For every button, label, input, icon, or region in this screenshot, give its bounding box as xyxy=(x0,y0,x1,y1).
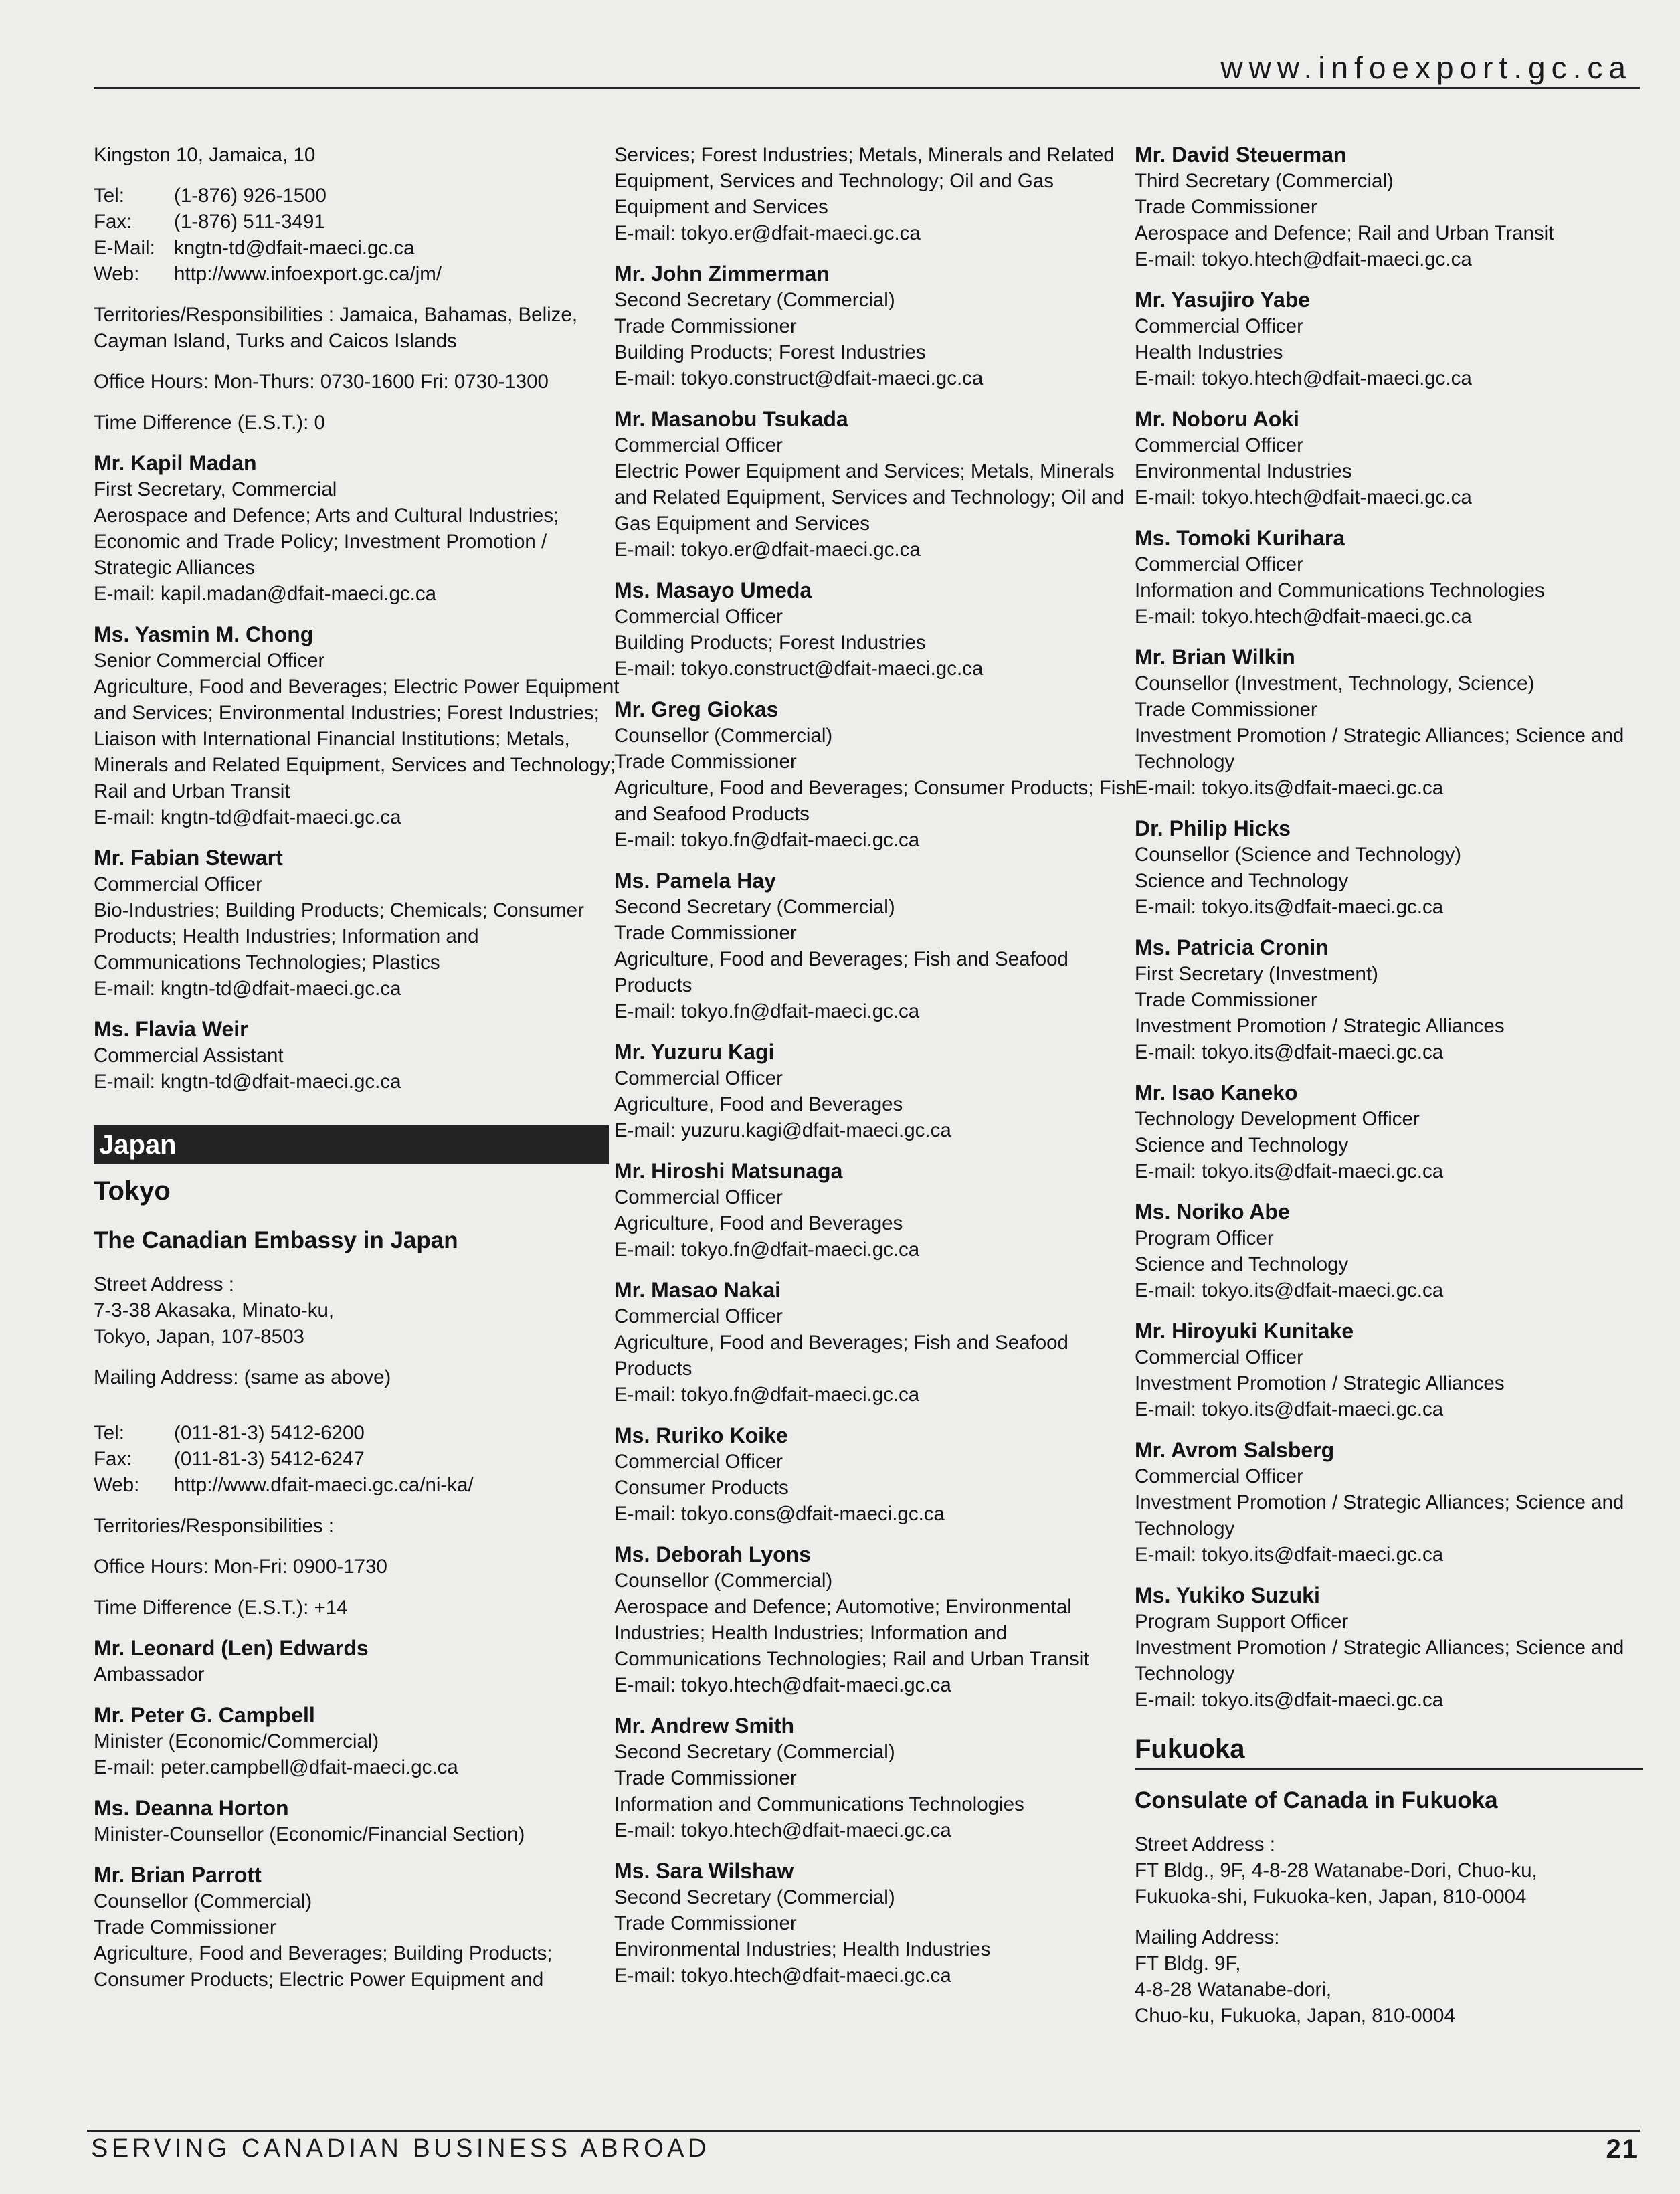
contact-detail: Technology xyxy=(1135,751,1235,773)
contact-entry xyxy=(1135,142,1643,272)
contact-email: E-mail: tokyo.its@dfait-maeci.gc.ca xyxy=(1135,1398,1444,1421)
contact-entry xyxy=(1135,935,1643,1065)
contact-name: Ms. Ruriko Koike xyxy=(614,1423,788,1447)
email-label: E-Mail: xyxy=(94,237,155,259)
contact-name: Mr. Brian Wilkin xyxy=(1135,645,1295,669)
contact-entry xyxy=(94,1635,609,1687)
fax-value: (1-876) 511-3491 xyxy=(174,211,325,233)
site-url: www.infoexport.gc.ca xyxy=(1220,50,1632,85)
contact-detail: Trade Commissioner xyxy=(1135,196,1317,218)
header-rule xyxy=(94,87,1640,89)
tel-row xyxy=(94,183,609,209)
contact-email: E-mail: tokyo.htech@dfait-maeci.gc.ca xyxy=(1135,248,1472,270)
fax-value: (011-81-3) 5412-6247 xyxy=(174,1448,365,1470)
contact-entry xyxy=(614,1423,1126,1527)
contact-entry xyxy=(1135,1582,1643,1713)
contact-detail: Second Secretary (Commercial) xyxy=(614,289,895,311)
contact-detail: Commercial Officer xyxy=(1135,1346,1303,1368)
continuation-line: E-mail: tokyo.er@dfait-maeci.gc.ca xyxy=(614,222,921,244)
contact-detail: Commercial Officer xyxy=(614,1451,783,1473)
fax-row xyxy=(94,1446,609,1472)
contact-email: E-mail: kapil.madan@dfait-maeci.gc.ca xyxy=(94,583,436,605)
contact-detail: Ambassador xyxy=(94,1663,205,1685)
page-number: 21 xyxy=(1606,2134,1639,2164)
contact-detail: Environmental Industries xyxy=(1135,460,1352,482)
contact-detail: Aerospace and Defence; Rail and Urban Transit xyxy=(1135,222,1554,244)
contact-email: E-mail: tokyo.htech@dfait-maeci.gc.ca xyxy=(614,1819,951,1841)
contact-detail: Strategic Alliances xyxy=(94,557,256,579)
mailing-line: FT Bldg. 9F, xyxy=(1135,1952,1241,1975)
contact-email: E-mail: tokyo.htech@dfait-maeci.gc.ca xyxy=(614,1964,951,1987)
time-difference: Time Difference (E.S.T.): +14 xyxy=(94,1596,348,1619)
tel-value: (1-876) 926-1500 xyxy=(174,185,326,207)
fax-label: Fax: xyxy=(94,211,132,233)
street-line: 7-3-38 Akasaka, Minato-ku, xyxy=(94,1299,335,1321)
street-label: Street Address : xyxy=(94,1273,234,1295)
footer-rule xyxy=(87,2130,1640,2132)
contact-email: E-mail: tokyo.fn@dfait-maeci.gc.ca xyxy=(614,1384,920,1406)
contact-detail: Consumer Products; Electric Power Equipment and xyxy=(94,1969,544,1991)
contact-detail: Science and Technology xyxy=(1135,870,1349,892)
web-row xyxy=(94,261,609,287)
continuation-line: Services; Forest Industries; Metals, Minerals and Related xyxy=(614,144,1115,166)
contact-detail: Products; Health Industries; Information and xyxy=(94,925,479,947)
contact-email: E-mail: tokyo.its@dfait-maeci.gc.ca xyxy=(1135,1544,1444,1566)
contact-email: E-mail: tokyo.cons@dfait-maeci.gc.ca xyxy=(614,1503,945,1525)
contact-email: E-mail: yuzuru.kagi@dfait-maeci.gc.ca xyxy=(614,1119,951,1141)
contact-list xyxy=(94,450,620,1095)
tel-row xyxy=(94,1420,609,1446)
contact-name: Mr. Kapil Madan xyxy=(94,451,257,475)
contact-email: E-mail: tokyo.its@dfait-maeci.gc.ca xyxy=(1135,777,1444,799)
contact-entry xyxy=(614,1277,1126,1408)
contact-detail: Trade Commissioner xyxy=(614,922,797,944)
city-heading: Tokyo xyxy=(94,1176,171,1206)
time-difference: Time Difference (E.S.T.): 0 xyxy=(94,412,325,434)
contact-detail: Investment Promotion / Strategic Alliances; Science and xyxy=(1135,725,1624,747)
office-hours: Office Hours: Mon-Thurs: 0730-1600 Fri: 0730-1300 xyxy=(94,371,549,393)
contact-detail: Third Secretary (Commercial) xyxy=(1135,170,1394,192)
contact-detail: Products xyxy=(614,1358,692,1380)
web-value: http://www.infoexport.gc.ca/jm/ xyxy=(174,263,442,285)
contact-entry xyxy=(614,1039,1126,1144)
contact-detail: Consumer Products xyxy=(614,1477,789,1499)
contact-name: Ms. Patricia Cronin xyxy=(1135,935,1329,959)
continuation-line: Equipment, Services and Technology; Oil and Gas xyxy=(614,170,1054,192)
email-row xyxy=(94,235,609,261)
fax-label: Fax: xyxy=(94,1448,132,1470)
contact-detail: Communications Technologies; Plastics xyxy=(94,951,440,974)
contact-entry xyxy=(614,697,1137,853)
contact-entry xyxy=(1135,525,1643,630)
contact-name: Mr. Masanobu Tsukada xyxy=(614,407,848,431)
contact-entry xyxy=(94,450,609,607)
contact-entry xyxy=(614,261,1126,391)
contact-name: Mr. Peter G. Campbell xyxy=(94,1703,315,1727)
contact-detail: Investment Promotion / Strategic Alliances; Science and xyxy=(1135,1637,1624,1659)
address-line: Kingston 10, Jamaica, 10 xyxy=(94,144,316,166)
continuation-line: Equipment and Services xyxy=(614,196,828,218)
web-row xyxy=(94,1472,609,1498)
email-value: kngtn-td@dfait-maeci.gc.ca xyxy=(174,237,415,259)
contact-entry xyxy=(1135,1080,1643,1184)
contact-detail: Commercial Officer xyxy=(614,1186,783,1208)
contact-detail: Program Officer xyxy=(1135,1227,1274,1249)
contact-detail: Commercial Officer xyxy=(1135,434,1303,456)
contact-name: Mr. Hiroshi Matsunaga xyxy=(614,1159,843,1183)
contact-name: Ms. Pamela Hay xyxy=(614,869,776,893)
contact-entry xyxy=(614,577,1126,682)
contact-name: Ms. Yasmin M. Chong xyxy=(94,622,314,646)
contact-name: Mr. John Zimmerman xyxy=(614,262,830,286)
territories-line: Territories/Responsibilities : xyxy=(94,1515,335,1537)
contact-detail: Information and Communications Technologies xyxy=(614,1793,1024,1815)
contact-detail: Agriculture, Food and Beverages; Consumer Products; Fish xyxy=(614,777,1137,799)
contact-email: E-mail: tokyo.its@dfait-maeci.gc.ca xyxy=(1135,1160,1444,1182)
contact-detail: Investment Promotion / Strategic Alliances xyxy=(1135,1372,1505,1394)
column-3 xyxy=(1135,142,1643,2029)
contact-detail: Commercial Officer xyxy=(94,873,262,895)
contact-name: Mr. Isao Kaneko xyxy=(1135,1081,1298,1105)
contact-detail: Liaison with International Financial Institutions; Metals, xyxy=(94,728,570,750)
contact-entry xyxy=(614,868,1126,1024)
contact-detail: Trade Commissioner xyxy=(1135,699,1317,721)
tel-label: Tel: xyxy=(94,185,124,207)
contact-detail: Technology xyxy=(1135,1518,1235,1540)
contact-detail: Industries; Health Industries; Information and xyxy=(614,1622,1008,1644)
contact-detail: Rail and Urban Transit xyxy=(94,780,290,802)
contact-detail: Commercial Officer xyxy=(614,1305,783,1328)
contact-list xyxy=(614,261,1137,1989)
contact-entry xyxy=(614,1158,1126,1263)
contact-detail: Aerospace and Defence; Arts and Cultural Industries; xyxy=(94,505,559,527)
country-heading: Japan xyxy=(94,1125,609,1164)
contact-entry xyxy=(614,406,1126,563)
column-1 xyxy=(94,142,620,1993)
street-line: FT Bldg., 9F, 4-8-28 Watanabe-Dori, Chuo-ku, xyxy=(1135,1859,1537,1882)
contact-name: Mr. Andrew Smith xyxy=(614,1714,795,1738)
contact-name: Ms. Sara Wilshaw xyxy=(614,1859,794,1883)
contact-name: Ms. Flavia Weir xyxy=(94,1017,248,1041)
contact-detail: Minerals and Related Equipment, Services and Technology; xyxy=(94,754,616,776)
contact-detail: Communications Technologies; Rail and Urban Transit xyxy=(614,1648,1089,1670)
office-hours: Office Hours: Mon-Fri: 0900-1730 xyxy=(94,1556,387,1578)
contact-detail: Aerospace and Defence; Automotive; Environmental xyxy=(614,1596,1072,1618)
contact-entry xyxy=(94,1795,609,1847)
contact-detail: and Services; Environmental Industries; Forest Industries; xyxy=(94,702,599,724)
contact-detail: Investment Promotion / Strategic Alliances xyxy=(1135,1015,1505,1037)
contact-name: Ms. Masayo Umeda xyxy=(614,578,812,602)
contact-detail: Agriculture, Food and Beverages; Fish and Seafood xyxy=(614,1332,1068,1354)
contact-detail: Bio-Industries; Building Products; Chemicals; Consumer xyxy=(94,899,584,921)
contact-entry xyxy=(94,1702,609,1780)
contact-detail: Agriculture, Food and Beverages xyxy=(614,1212,903,1235)
contact-entry xyxy=(614,1858,1126,1989)
contact-detail: Science and Technology xyxy=(1135,1253,1349,1275)
contact-detail: Counsellor (Investment, Technology, Science) xyxy=(1135,672,1535,695)
territories-line: Cayman Island, Turks and Caicos Islands xyxy=(94,330,457,352)
footer-tagline: SERVING CANADIAN BUSINESS ABROAD xyxy=(91,2134,710,2163)
contact-detail: Trade Commissioner xyxy=(614,751,797,773)
street-line: Tokyo, Japan, 107-8503 xyxy=(94,1325,304,1348)
contact-detail: Building Products; Forest Industries xyxy=(614,341,926,363)
contact-detail: Program Support Officer xyxy=(1135,1611,1349,1633)
contact-email: E-mail: tokyo.er@dfait-maeci.gc.ca xyxy=(614,539,921,561)
contact-name: Dr. Philip Hicks xyxy=(1135,816,1291,840)
contact-entry xyxy=(94,1016,609,1095)
office-title: Consulate of Canada in Fukuoka xyxy=(1135,1787,1498,1813)
contact-detail: Commercial Officer xyxy=(1135,315,1303,337)
contact-detail: Second Secretary (Commercial) xyxy=(614,896,895,918)
contact-detail: Commercial Officer xyxy=(614,606,783,628)
web-label: Web: xyxy=(94,263,140,285)
contact-detail: Agriculture, Food and Beverages; Electric Power Equipment xyxy=(94,676,620,698)
contact-detail: Counsellor (Science and Technology) xyxy=(1135,844,1462,866)
contact-email: E-mail: tokyo.its@dfait-maeci.gc.ca xyxy=(1135,1689,1444,1711)
contact-detail: Commercial Officer xyxy=(1135,553,1303,575)
contact-detail: Technology Development Officer xyxy=(1135,1108,1420,1130)
contact-name: Mr. Yasujiro Yabe xyxy=(1135,288,1311,312)
contact-entry xyxy=(1135,816,1643,920)
contact-detail: Science and Technology xyxy=(1135,1134,1349,1156)
contact-name: Ms. Tomoki Kurihara xyxy=(1135,526,1345,550)
contact-detail: Electric Power Equipment and Services; Metals, Minerals xyxy=(614,460,1115,482)
contact-entry xyxy=(94,845,609,1002)
contact-email: E-mail: tokyo.fn@dfait-maeci.gc.ca xyxy=(614,1239,920,1261)
contact-name: Mr. Avrom Salsberg xyxy=(1135,1438,1335,1462)
tel-value: (011-81-3) 5412-6200 xyxy=(174,1422,365,1444)
contact-list xyxy=(94,1635,609,1993)
contact-detail: Economic and Trade Policy; Investment Promotion / xyxy=(94,531,547,553)
tel-label: Tel: xyxy=(94,1422,124,1444)
contact-detail: Agriculture, Food and Beverages; Fish and Seafood xyxy=(614,948,1068,970)
mailing-line: Chuo-ku, Fukuoka, Japan, 810-0004 xyxy=(1135,2005,1455,2027)
contact-detail: and Related Equipment, Services and Technology; Oil and xyxy=(614,486,1125,509)
contact-name: Mr. Leonard (Len) Edwards xyxy=(94,1636,369,1660)
contact-entry xyxy=(1135,1199,1643,1303)
contact-email: E-mail: tokyo.fn@dfait-maeci.gc.ca xyxy=(614,829,920,851)
contact-email: E-mail: tokyo.its@dfait-maeci.gc.ca xyxy=(1135,1041,1444,1063)
contact-email: E-mail: tokyo.htech@dfait-maeci.gc.ca xyxy=(1135,486,1472,509)
contact-name: Mr. Fabian Stewart xyxy=(94,846,283,870)
contact-detail: Second Secretary (Commercial) xyxy=(614,1886,895,1908)
contact-name: Ms. Deanna Horton xyxy=(94,1796,289,1820)
contact-email: E-mail: tokyo.construct@dfait-maeci.gc.ca xyxy=(614,367,984,389)
contact-detail: Products xyxy=(614,974,692,996)
contact-detail: Senior Commercial Officer xyxy=(94,650,325,672)
contact-name: Ms. Noriko Abe xyxy=(1135,1200,1290,1224)
contact-entry xyxy=(1135,644,1643,801)
contact-detail: Environmental Industries; Health Industries xyxy=(614,1938,991,1960)
contact-name: Ms. Deborah Lyons xyxy=(614,1542,811,1566)
contact-entry xyxy=(94,622,620,830)
contact-email: E-mail: tokyo.its@dfait-maeci.gc.ca xyxy=(1135,1279,1444,1301)
contact-entry xyxy=(1135,1437,1643,1568)
contact-email: E-mail: kngtn-td@dfait-maeci.gc.ca xyxy=(94,1071,401,1093)
contact-detail: Commercial Officer xyxy=(1135,1465,1303,1487)
contact-entry xyxy=(1135,406,1643,511)
contact-email: E-mail: kngtn-td@dfait-maeci.gc.ca xyxy=(94,978,401,1000)
contact-detail: Gas Equipment and Services xyxy=(614,513,870,535)
contact-email: E-mail: tokyo.construct@dfait-maeci.gc.ca xyxy=(614,658,984,680)
contact-detail: Counsellor (Commercial) xyxy=(94,1890,312,1912)
contact-email: E-mail: tokyo.htech@dfait-maeci.gc.ca xyxy=(1135,606,1472,628)
contact-email: E-mail: tokyo.fn@dfait-maeci.gc.ca xyxy=(614,1000,920,1022)
contact-email: E-mail: tokyo.htech@dfait-maeci.gc.ca xyxy=(1135,367,1472,389)
contact-name: Mr. Noboru Aoki xyxy=(1135,407,1299,431)
contact-detail: Counsellor (Commercial) xyxy=(614,725,833,747)
contact-detail: Trade Commissioner xyxy=(614,1912,797,1934)
contact-email: E-mail: tokyo.htech@dfait-maeci.gc.ca xyxy=(614,1674,951,1696)
contact-entry xyxy=(614,1713,1126,1843)
contact-entry xyxy=(1135,1318,1643,1423)
mailing-line: 4-8-28 Watanabe-dori, xyxy=(1135,1979,1332,2001)
contact-entry xyxy=(614,1542,1126,1698)
contact-email: E-mail: tokyo.its@dfait-maeci.gc.ca xyxy=(1135,896,1444,918)
city-heading: Fukuoka xyxy=(1135,1730,1643,1770)
contact-detail: Health Industries xyxy=(1135,341,1283,363)
contact-detail: Commercial Assistant xyxy=(94,1044,284,1067)
web-value: http://www.dfait-maeci.gc.ca/ni-ka/ xyxy=(174,1474,474,1496)
contact-detail: Trade Commissioner xyxy=(94,1916,276,1938)
contact-name: Mr. Hiroyuki Kunitake xyxy=(1135,1319,1354,1343)
contact-detail: Second Secretary (Commercial) xyxy=(614,1741,895,1763)
mailing-address: Mailing Address: (same as above) xyxy=(94,1366,391,1388)
mailing-label: Mailing Address: xyxy=(1135,1926,1280,1948)
contact-entry xyxy=(1135,287,1643,391)
contact-name: Ms. Yukiko Suzuki xyxy=(1135,1583,1320,1607)
contact-entry xyxy=(94,1862,609,1993)
contact-email: E-mail: kngtn-td@dfait-maeci.gc.ca xyxy=(94,806,401,828)
contact-detail: Investment Promotion / Strategic Alliances; Science and xyxy=(1135,1491,1624,1514)
contact-detail: Building Products; Forest Industries xyxy=(614,632,926,654)
contact-detail: Trade Commissioner xyxy=(1135,989,1317,1011)
fax-row xyxy=(94,209,609,235)
contact-detail: First Secretary (Investment) xyxy=(1135,963,1378,985)
contact-name: Mr. Yuzuru Kagi xyxy=(614,1040,775,1064)
contact-detail: Commercial Officer xyxy=(614,434,783,456)
contact-name: Mr. Masao Nakai xyxy=(614,1278,781,1302)
contact-detail: Information and Communications Technologies xyxy=(1135,579,1545,602)
contact-name: Mr. Greg Giokas xyxy=(614,697,779,721)
contact-name: Mr. David Steuerman xyxy=(1135,143,1347,167)
contact-detail: Agriculture, Food and Beverages xyxy=(614,1093,903,1115)
contact-detail: and Seafood Products xyxy=(614,803,810,825)
contact-detail: Agriculture, Food and Beverages; Building Products; xyxy=(94,1942,553,1964)
web-label: Web: xyxy=(94,1474,140,1496)
contact-email: E-mail: peter.campbell@dfait-maeci.gc.ca xyxy=(94,1756,458,1778)
contact-detail: First Secretary, Commercial xyxy=(94,478,337,500)
column-2 xyxy=(614,142,1137,1989)
street-label: Street Address : xyxy=(1135,1833,1275,1855)
contact-detail: Counsellor (Commercial) xyxy=(614,1570,833,1592)
contact-list xyxy=(1135,142,1643,1713)
contact-name: Mr. Brian Parrott xyxy=(94,1863,262,1887)
contact-detail: Technology xyxy=(1135,1663,1235,1685)
street-line: Fukuoka-shi, Fukuoka-ken, Japan, 810-0004 xyxy=(1135,1886,1527,1908)
office-title: The Canadian Embassy in Japan xyxy=(94,1227,458,1253)
contact-detail: Minister (Economic/Commercial) xyxy=(94,1730,379,1752)
contact-detail: Minister-Counsellor (Economic/Financial Section) xyxy=(94,1823,525,1845)
contact-detail: Trade Commissioner xyxy=(614,315,797,337)
contact-detail: Commercial Officer xyxy=(614,1067,783,1089)
territories-line: Territories/Responsibilities : Jamaica, Bahamas, Belize, xyxy=(94,304,578,326)
contact-detail: Trade Commissioner xyxy=(614,1767,797,1789)
